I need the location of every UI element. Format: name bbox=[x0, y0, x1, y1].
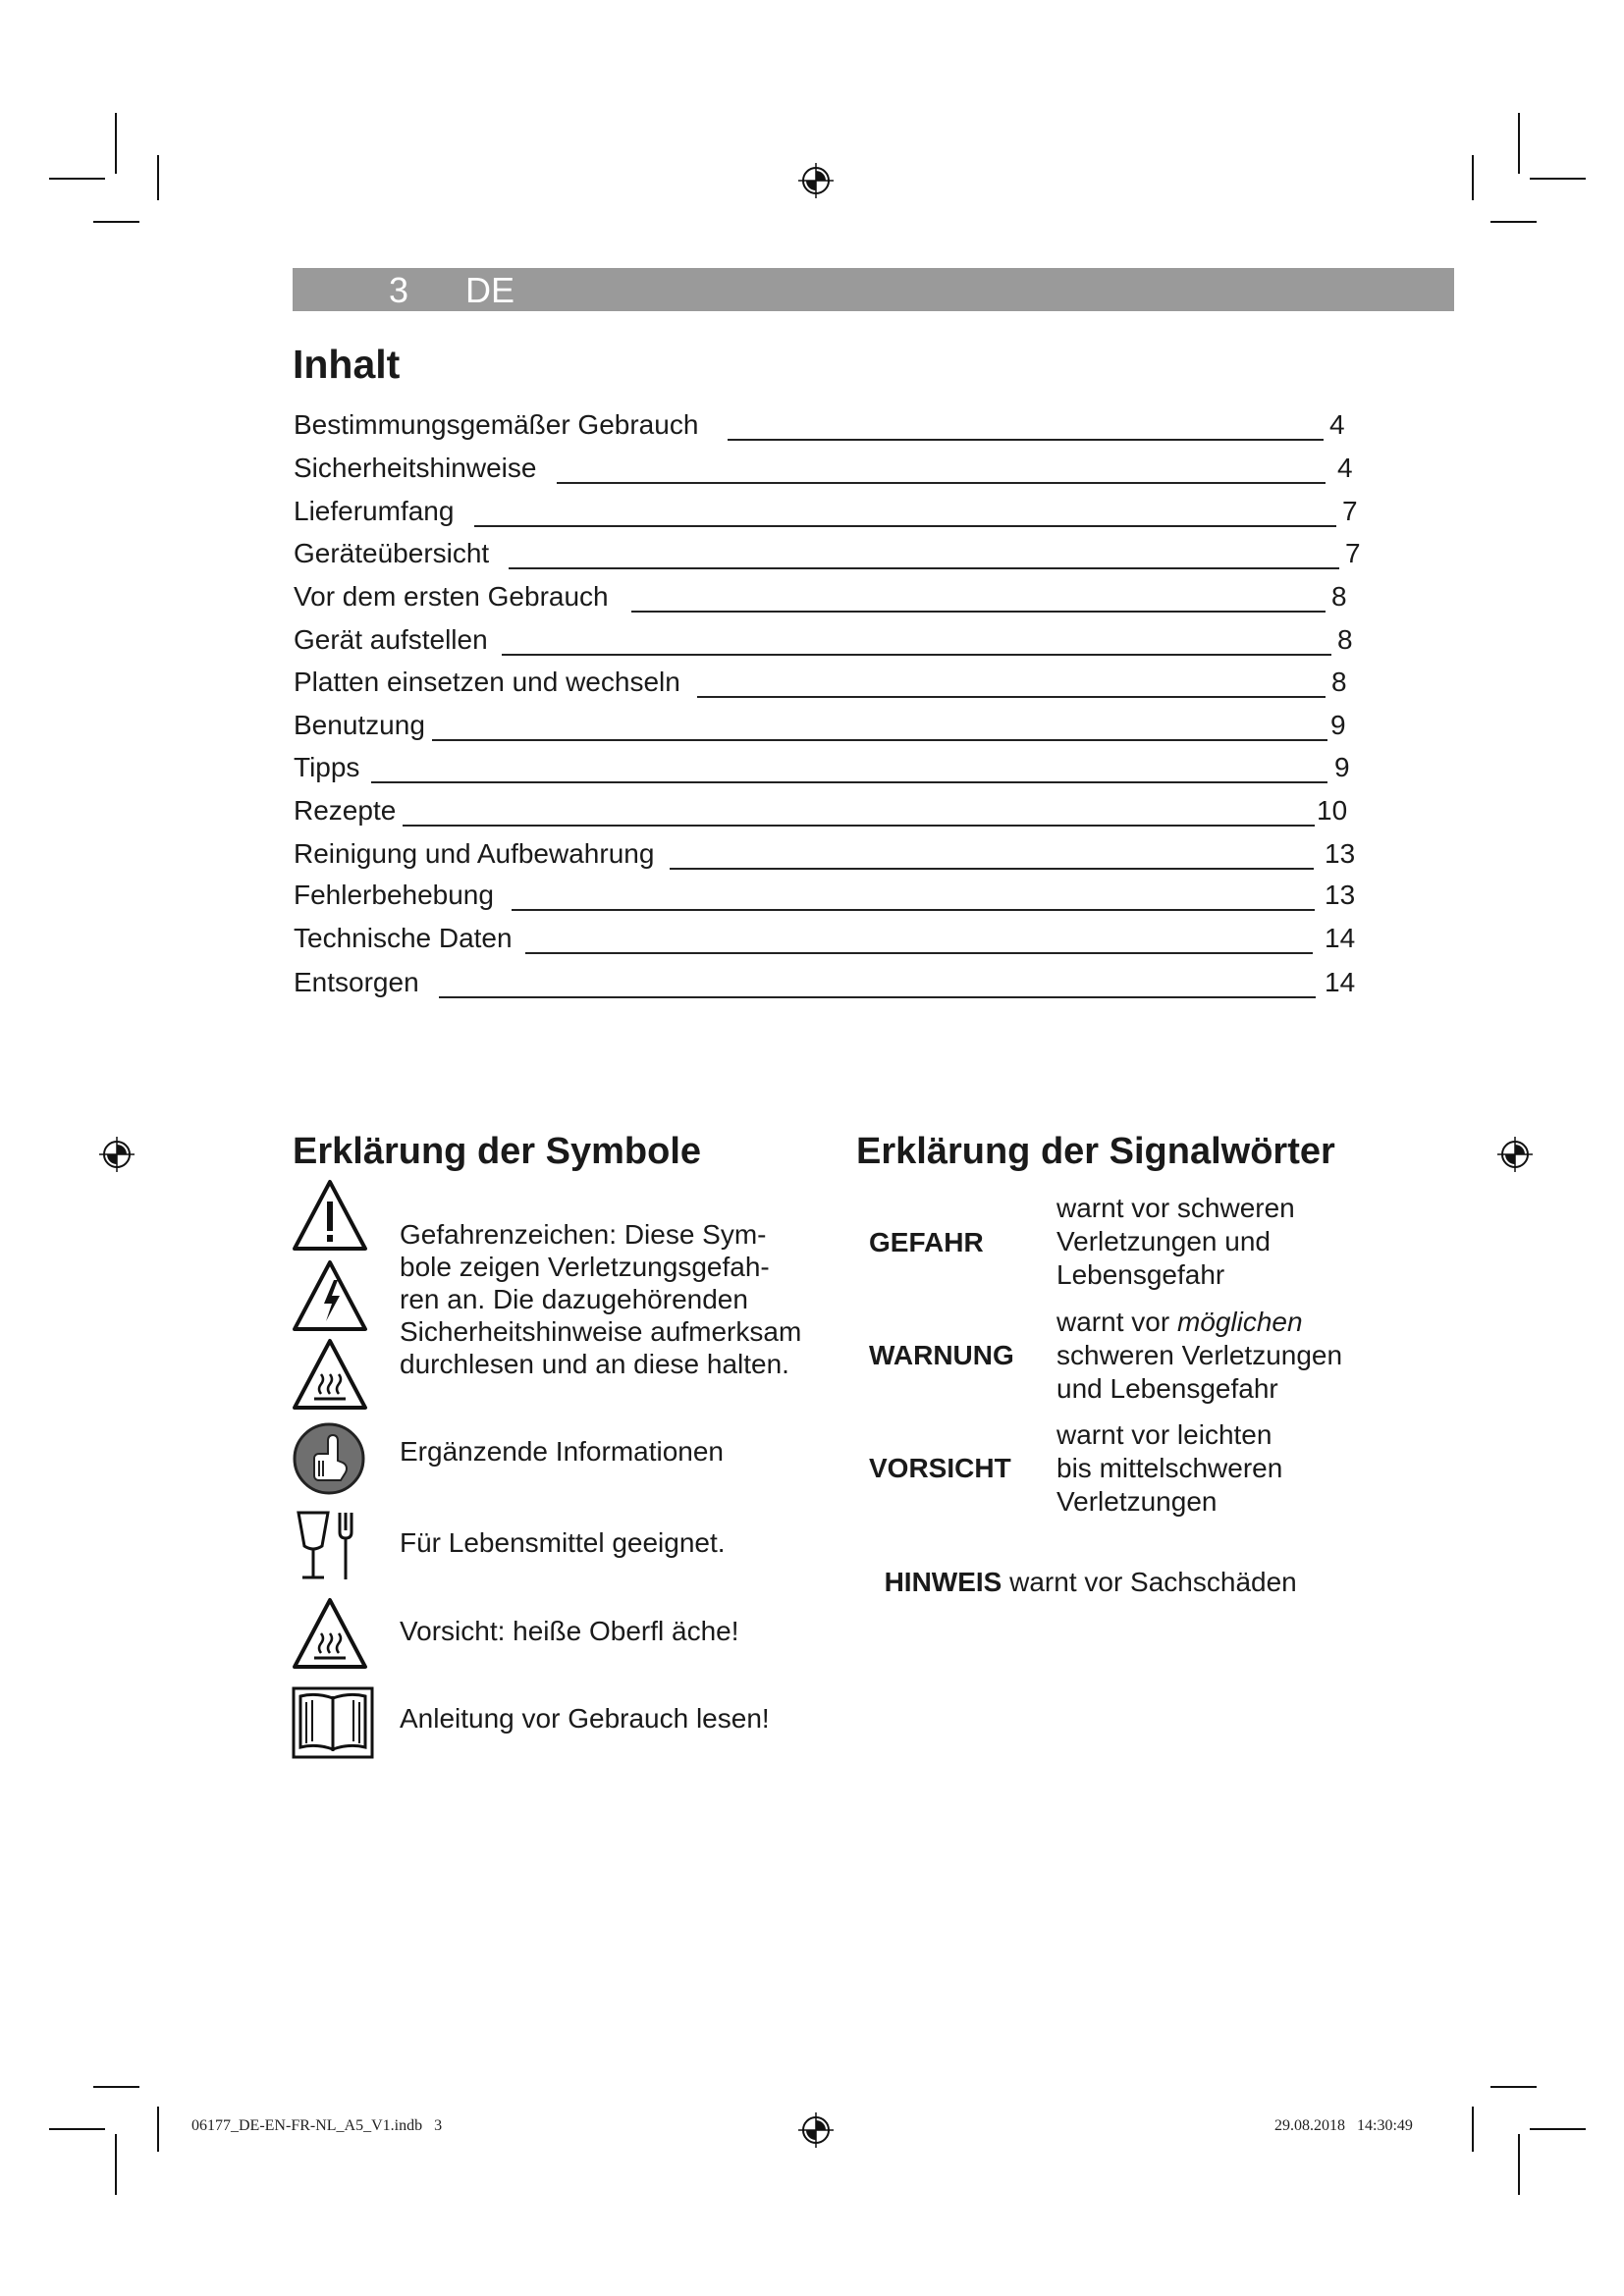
signal-word-warnung: WARNUNG bbox=[869, 1340, 1014, 1370]
symbol-description-info: Ergänzende Informationen bbox=[400, 1436, 724, 1467]
toc-entry-page: 7 bbox=[1345, 538, 1361, 568]
hot-surface-icon bbox=[291, 1596, 369, 1671]
toc-entry-label: Entsorgen bbox=[294, 967, 419, 997]
symbols-section-title: Erklärung der Symbole bbox=[293, 1131, 702, 1172]
toc-leader-line bbox=[439, 996, 1316, 998]
toc-entry-label: Lieferumfang bbox=[294, 496, 455, 526]
signal-word-vorsicht: VORSICHT bbox=[869, 1453, 1011, 1483]
toc-entry-label: Reinigung und Aufbewahrung bbox=[294, 838, 655, 869]
food-safe-icon bbox=[295, 1509, 365, 1583]
symbol-description-hazard: Gefahrenzeichen: Diese Sym- bole zeigen Verletzungsgefah- ren an. Die dazugehörenden Sicherheitshinweise aufmerksam durchlesen und an diese halten. bbox=[400, 1219, 802, 1379]
toc-leader-line bbox=[670, 868, 1314, 870]
toc-leader-line bbox=[371, 781, 1327, 783]
toc-entry-label: Bestimmungsgemäßer Gebrauch bbox=[294, 409, 699, 440]
footer-timestamp: 29.08.2018 14:30:49 bbox=[1274, 2117, 1413, 2134]
toc-title: Inhalt bbox=[293, 342, 401, 387]
toc-entry-label: Benutzung bbox=[294, 710, 425, 740]
page-header-bar bbox=[293, 268, 1454, 311]
warning-triangle-icon bbox=[291, 1178, 369, 1253]
hot-surface-icon bbox=[291, 1337, 369, 1412]
registration-mark-icon bbox=[796, 2110, 836, 2150]
symbol-description-hot: Vorsicht: heiße Oberfl äche! bbox=[400, 1616, 739, 1646]
toc-entry-page: 14 bbox=[1325, 967, 1356, 997]
page-number: 3 bbox=[389, 270, 409, 310]
toc-entry-page: 9 bbox=[1334, 752, 1350, 782]
signal-word-gefahr: GEFAHR bbox=[869, 1227, 984, 1257]
info-hand-icon bbox=[292, 1421, 366, 1496]
toc-leader-line bbox=[557, 482, 1326, 484]
toc-entry-label: Fehlerbehebung bbox=[294, 880, 494, 910]
toc-entry-label: Geräteübersicht bbox=[294, 538, 490, 568]
toc-leader-line bbox=[728, 439, 1324, 441]
toc-entry-page: 9 bbox=[1330, 710, 1346, 740]
toc-leader-line bbox=[474, 525, 1336, 527]
signal-words-section-title: Erklärung der Signalwörter bbox=[856, 1131, 1335, 1172]
toc-leader-line bbox=[525, 952, 1313, 954]
toc-entry-label: Vor dem ersten Gebrauch bbox=[294, 581, 609, 612]
toc-entry-label: Sicherheitshinweise bbox=[294, 453, 537, 483]
language-code: DE bbox=[465, 270, 515, 310]
toc-entry-label: Technische Daten bbox=[294, 923, 513, 953]
toc-entry-label: Platten einsetzen und wechseln bbox=[294, 667, 680, 697]
toc-leader-line bbox=[403, 825, 1315, 827]
toc-entry-label: Tipps bbox=[294, 752, 360, 782]
signal-desc-warnung: warnt vor möglichen schweren Verletzungen und Lebensgefahr bbox=[1056, 1307, 1343, 1404]
toc-entry-page: 10 bbox=[1317, 795, 1348, 826]
toc-entry-label: Gerät aufstellen bbox=[294, 624, 488, 655]
toc-entry-page: 8 bbox=[1331, 581, 1347, 612]
manual-book-icon bbox=[291, 1684, 375, 1761]
toc-entry-page: 8 bbox=[1337, 624, 1353, 655]
symbol-description-manual: Anleitung vor Gebrauch lesen! bbox=[400, 1703, 770, 1734]
symbol-description-food: Für Lebensmittel geeignet. bbox=[400, 1527, 726, 1558]
registration-mark-icon bbox=[1495, 1135, 1535, 1174]
toc-leader-line bbox=[509, 567, 1339, 569]
toc-entry-page: 8 bbox=[1331, 667, 1347, 697]
footer-file-info: 06177_DE-EN-FR-NL_A5_V1.indb 3 bbox=[191, 2117, 443, 2134]
toc-entry-page: 13 bbox=[1325, 880, 1356, 910]
toc-entry-page: 14 bbox=[1325, 923, 1356, 953]
toc-leader-line bbox=[502, 654, 1331, 656]
toc-leader-line bbox=[631, 611, 1326, 613]
electric-hazard-icon bbox=[291, 1258, 369, 1333]
toc-entry-page: 4 bbox=[1337, 453, 1353, 483]
registration-mark-icon bbox=[97, 1135, 136, 1174]
signal-desc-gefahr: warnt vor schweren Verletzungen und Lebensgefahr bbox=[1056, 1193, 1295, 1290]
toc-entry-page: 4 bbox=[1329, 409, 1345, 440]
toc-entry-page: 13 bbox=[1325, 838, 1356, 869]
toc-leader-line bbox=[432, 739, 1327, 741]
toc-leader-line bbox=[697, 696, 1326, 698]
registration-mark-icon bbox=[796, 161, 836, 200]
toc-entry-label: Rezepte bbox=[294, 795, 397, 826]
toc-entry-page: 7 bbox=[1342, 496, 1358, 526]
signal-hinweis: HINWEIS warnt vor Sachschäden bbox=[884, 1567, 1297, 1597]
toc-leader-line bbox=[512, 909, 1315, 911]
signal-desc-vorsicht: warnt vor leichten bis mittelschweren Verletzungen bbox=[1056, 1419, 1283, 1517]
